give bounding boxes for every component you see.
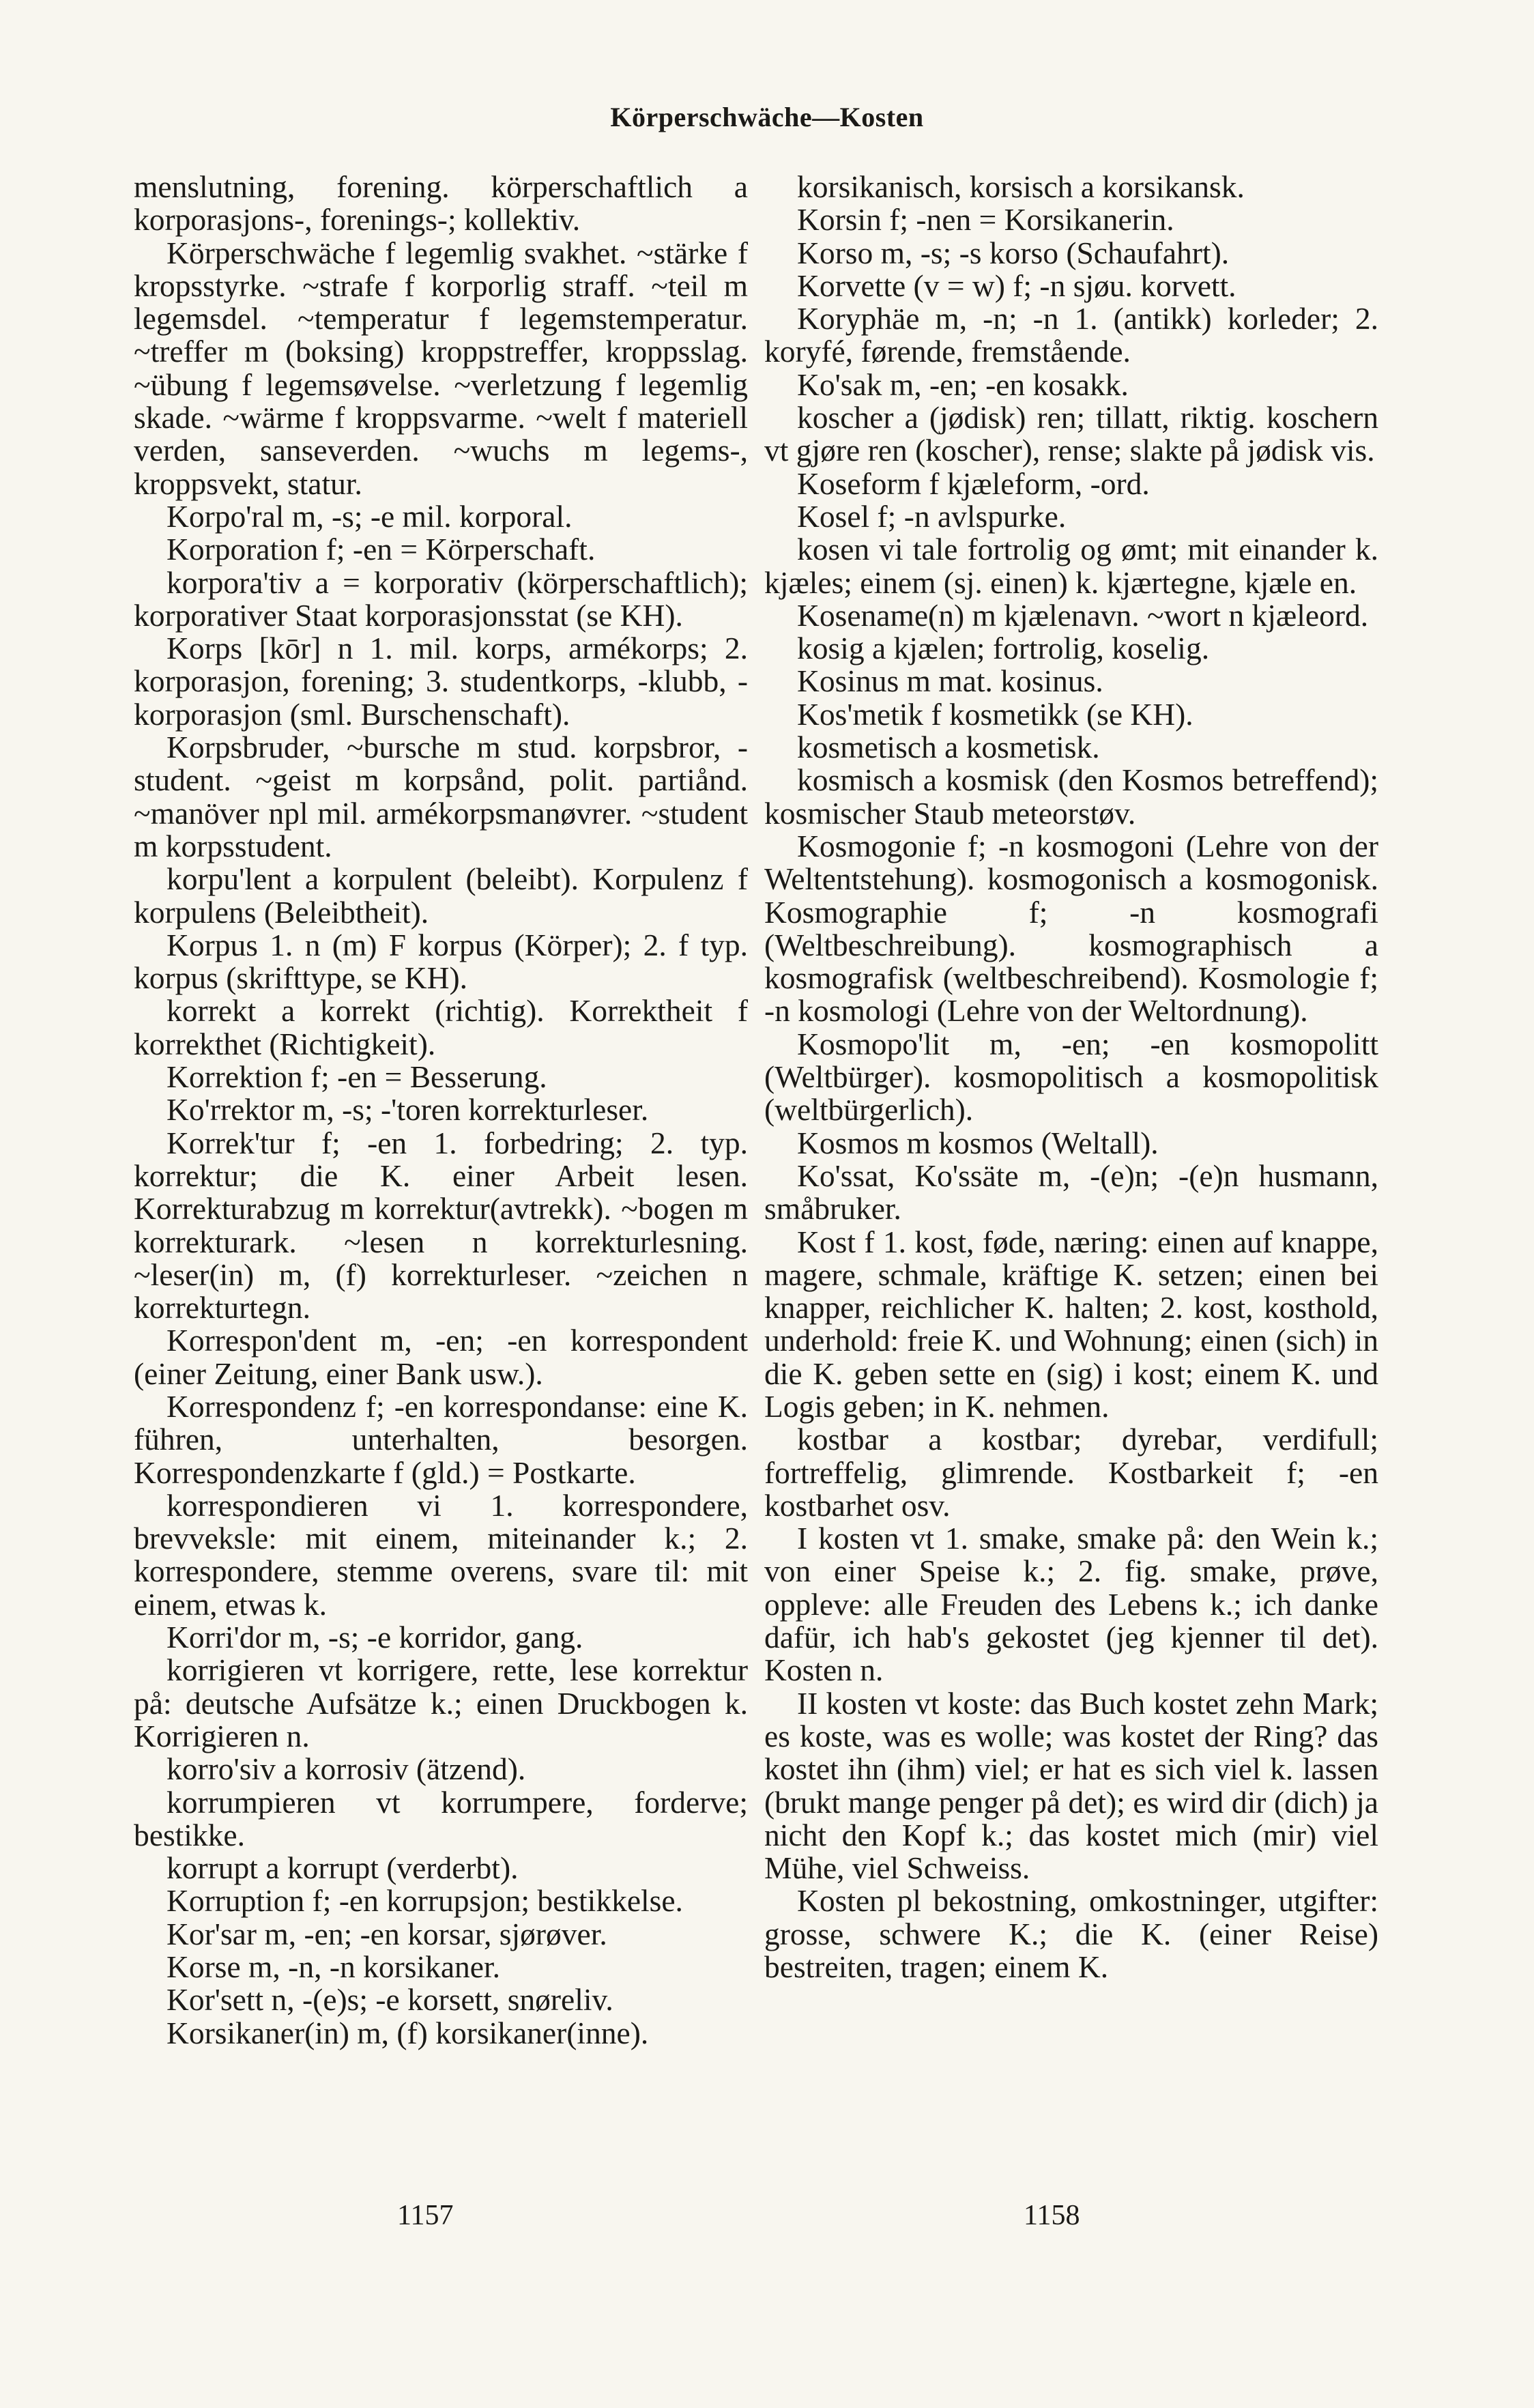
dictionary-entry: Kosel f; -n avlspurke. [797,498,1067,534]
dictionary-entry: Kosmos m kosmos (Weltall). [797,1125,1159,1160]
dictionary-entry: Korse m, -n, -n korsikaner. [167,1949,501,1985]
dictionary-entry: kosig a kjælen; fortrolig, koselig. [797,631,1210,666]
dictionary-entry: korrigieren vt korrigere, rette, lese korrektur på: deutsche Aufsätze k.; einen Druckbogen k. Korrigieren n. [134,1652,748,1753]
dictionary-entry: Korrespon'dent m, -en; -en korrespondent (einer Zeitung, einer Bank usw.). [134,1323,748,1391]
left-column [134,171,748,2050]
dictionary-entry: Kos'metik f kosmetikk (se KH). [797,696,1193,732]
dictionary-entry: korro'siv a korrosiv (ätzend). [167,1751,526,1787]
dictionary-entry: korrekt a korrekt (richtig). Korrektheit f korrekthet (Richtigkeit). [134,993,748,1061]
dictionary-entry: korsikanisch, korsisch a korsikansk. [797,169,1245,204]
dictionary-entry: Korso m, -s; -s korso (Schaufahrt). [797,235,1230,270]
dictionary-entry: Ko'sak m, -en; -en kosakk. [797,367,1129,402]
dictionary-entry: Kosten pl bekostning, omkostninger, utgifter: grosse, schwere K.; die K. (einer Reise) bestreiten, tragen; einem K. [764,1883,1378,1985]
dictionary-entry: Korsikaner(in) m, (f) korsikaner(inne). [167,2015,649,2050]
dictionary-entry: Korruption f; -en korrupsjon; bestikkelse. [167,1883,683,1919]
dictionary-entry: Korps [kōr] n 1. mil. korps, armékorps; 2. korporasjon, forening; 3. studentkorps, -klubb, -korporasjon (sml. Burschenschaft). [134,631,748,732]
dictionary-entry: Kor'sar m, -en; -en korsar, sjørøver. [167,1916,607,1951]
dictionary-entry: korrespondieren vi 1. korrespondere, brevveksle: mit einem, miteinander k.; 2. korrespondere, stemme overens, svare til: mit einem, etwas k. [134,1487,748,1622]
dictionary-entry: korrupt a korrupt (verderbt). [167,1850,519,1886]
right-column [764,171,1378,1983]
dictionary-entry: kosmisch a kosmisk (den Kosmos betreffend); kosmischer Staub meteorstøv. [764,762,1378,831]
dictionary-entry: Korpsbruder, ~bursche m stud. korpsbror, -student. ~geist m korpsånd, polit. partiånd. ~manöver npl mil. armékorpsmanøvrer. ~student m korpsstudent. [134,730,748,863]
dictionary-entry: kosmetisch a kosmetisk. [797,730,1100,765]
dictionary-entry: korrumpieren vt korrumpere, forderve; bestikke. [134,1784,748,1852]
dictionary-entry: kosen vi tale fortrolig og ømt; mit einander k. kjæles; einem (sj. einen) k. kjærtegne, kjæle en. [764,532,1378,600]
dictionary-entry: Kosmopo'lit m, -en; -en kosmopolitt (Weltbürger). kosmopolitisch a kosmopolitisk (weltbürgerlich). [764,1026,1378,1128]
dictionary-entry: Koseform f kjæleform, -ord. [797,465,1150,501]
dictionary-entry: Korrektion f; -en = Besserung. [167,1059,547,1095]
page-number-left: 1157 [397,2200,454,2231]
dictionary-entry: Kosename(n) m kjælenavn. ~wort n kjæleord. [797,597,1369,633]
dictionary-entry: Kost f 1. kost, føde, næring: einen auf knappe, magere, schmale, kräftige K. setzen; einen bei knapper, reichlicher K. halten; 2. kost, kosthold, underhold: freie K. und Wohnung; einen (sich) in die K. geben sette en (sig) i kost; einem K. und Logis geben; in K. nehmen. [764,1224,1378,1424]
dictionary-entry: Körperschwäche f legemlig svakhet. ~stärke f kropsstyrke. ~strafe f korporlig straff. ~teil m legemsdel. ~temperatur f legemstemperatur. ~treffer m (boksing) kroppstreffer, kroppsslag. ~übung f legemsøvelse. ~verletzung f legemlig skade. ~wärme f kroppsvarme. ~welt f materiell verden, sanseverden. ~wuchs m legems-, kroppsvekt, statur. [134,235,748,501]
dictionary-entry: Korporation f; -en = Körperschaft. [167,532,596,567]
dictionary-entry: Korrek'tur f; -en 1. forbedring; 2. typ. korrektur; die K. einer Arbeit lesen. Korrekturabzug m korrektur(avtrekk). ~bogen m korrekturark. ~lesen n korrekturlesning. ~leser(in) m, (f) korrekturleser. ~zeichen n korrekturtegn. [134,1125,748,1325]
dictionary-entry: Korvette (v = w) f; -n sjøu. korvett. [797,268,1236,303]
dictionary-entry: Kosmogonie f; -n kosmogoni (Lehre von der Weltentstehung). kosmogonisch a kosmogonisk. Kosmographie f; -n kosmografi (Weltbeschreibung). kosmographisch a kosmografisk (weltbeschreibend). Kosmologie f; -n kosmologi (Lehre von der Weltordnung). [764,828,1378,1029]
dictionary-entry: Korsin f; -nen = Korsikanerin. [797,202,1174,238]
dictionary-entry: Ko'ssat, Ko'ssäte m, -(e)n; -(e)n husmann, småbruker. [764,1158,1378,1227]
dictionary-entry: I kosten vt 1. smake, smake på: den Wein k.; von einer Speise k.; 2. fig. smake, prøve, oppleve: alle Freuden des Lebens k.; ich danke dafür, ich hab's gekostet (jeg kjenner til det). Kosten n. [764,1521,1378,1688]
dictionary-entry: Korpo'ral m, -s; -e mil. korporal. [167,498,573,534]
dictionary-entry: Kor'sett n, -(e)s; -e korsett, snøreliv. [167,1982,613,2018]
dictionary-entry: Korpus 1. n (m) F korpus (Körper); 2. f typ. korpus (skrifttype, se KH). [134,927,748,996]
dictionary-entry: menslutning, forening. körperschaftlich a korporasjons-, forenings-; kollektiv. [134,169,748,238]
dictionary-entry: Ko'rrektor m, -s; -'toren korrekturleser. [167,1092,649,1128]
page-header: Körperschwäche—Kosten [610,102,924,132]
dictionary-entry: Korri'dor m, -s; -e korridor, gang. [167,1620,583,1655]
dictionary-entry: korpora'tiv a = korporativ (körperschaftlich); korporativer Staat korporasjonsstat (se KH). [134,564,748,633]
dictionary-entry: Korrespondenz f; -en korrespondanse: eine K. führen, unterhalten, besorgen. Korrespondenzkarte f (gld.) = Postkarte. [134,1388,748,1490]
dictionary-entry: kostbar a kostbar; dyrebar, verdifull; fortreffelig, glimrende. Kostbarkeit f; -en kostbarhet osv. [764,1422,1378,1523]
dictionary-entry: II kosten vt koste: das Buch kostet zehn Mark; es koste, was es wolle; was kostet der Ring? das kostet ihn (ihm) viel; er hat es sich viel k. lassen (brukt mange penger på det); es wird dir (dich) ja nicht den Kopf k.; das kostet mich (mir) viel Mühe, viel Schweiss. [764,1685,1378,1886]
dictionary-entry: Kosinus m mat. kosinus. [797,663,1103,699]
dictionary-entry: korpu'lent a korpulent (beleibt). Korpulenz f korpulens (Beleibtheit). [134,861,748,930]
page-number-right: 1158 [1024,2200,1080,2231]
dictionary-entry: Koryphäe m, -n; -n 1. (antikk) korleder; 2. koryfé, førende, fremstående. [764,301,1378,369]
dictionary-entry: koscher a (jødisk) ren; tillatt, riktig. koschern vt gjøre ren (koscher), rense; slakte på jødisk vis. [764,400,1378,468]
